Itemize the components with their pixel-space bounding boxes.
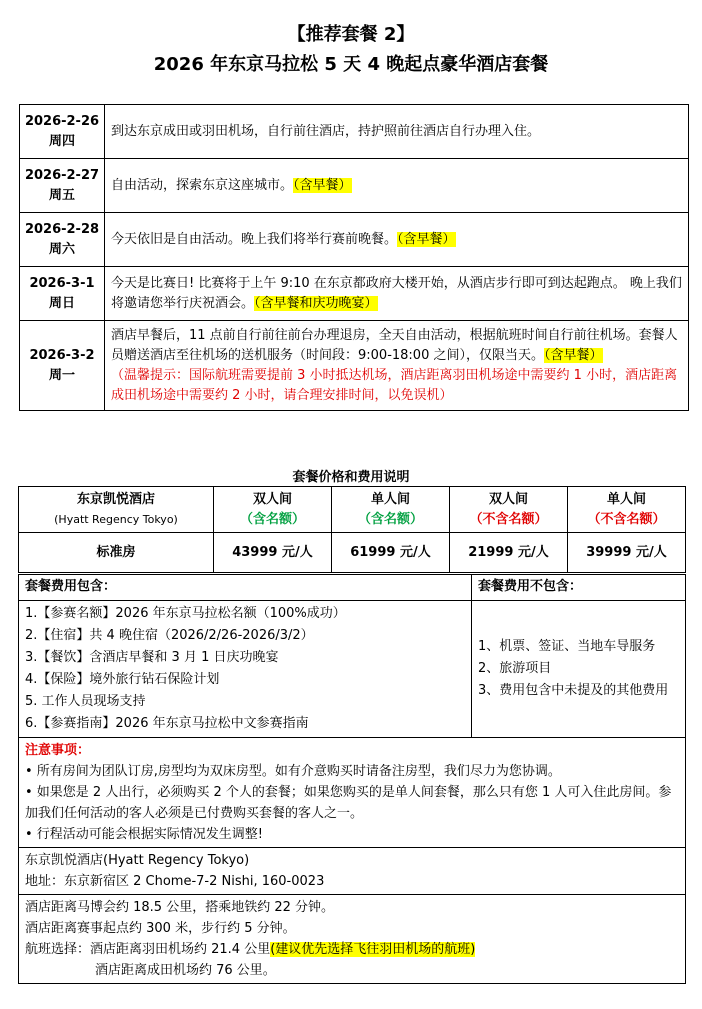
itinerary-row <box>20 105 689 159</box>
price-cell: 21999 元/人 <box>449 533 567 573</box>
notice-item: • 行程活动可能会根据实际情况发生调整! <box>25 827 264 842</box>
included-list <box>19 601 472 738</box>
hotel-info <box>19 848 686 895</box>
room-label: 双人间 <box>488 491 528 507</box>
hotel-line: 东京凯悦酒店(Hyatt Regency Tokyo) <box>25 853 250 868</box>
breakfast-highlight: （含早餐） <box>293 177 352 193</box>
quota-note: （含名额） <box>239 511 305 527</box>
itinerary-date: 2026-2-26 <box>24 113 100 129</box>
itinerary-desc: 今天是比赛日! 比赛将于上午 9:10 在东京都政府大楼开始，从酒店步行即可到达起跑点。 晚上我们将邀请您举行庆祝酒会。（含早餐和庆功晚宴） <box>105 267 689 321</box>
quota-note: （不含名额） <box>587 511 666 527</box>
price-row <box>19 533 686 573</box>
pricing-section-title: 套餐价格和费用说明 <box>292 470 410 485</box>
quota-note: （不含名额） <box>469 511 548 527</box>
itinerary-row <box>20 267 689 321</box>
flight-choice: 航班选择：酒店距离羽田机场约 21.4 公里(建议优先选择飞往羽田机场的航班) <box>25 942 476 957</box>
itinerary-weekday: 周五 <box>48 187 75 203</box>
hotel-name-en: (Hyatt Regency Tokyo) <box>54 512 178 526</box>
distance-start: 酒店距离赛事起点约 300 米，步行约 5 分钟。 <box>25 921 296 936</box>
price-cell: 39999 元/人 <box>567 533 685 573</box>
quota-note: （含名额） <box>357 511 423 527</box>
itinerary-desc: 到达东京成田或羽田机场，自行前往酒店，持护照前往酒店自行办理入住。 <box>105 105 689 159</box>
itinerary-weekday: 周一 <box>48 367 75 383</box>
itinerary-row <box>20 321 689 411</box>
itinerary-row <box>20 213 689 267</box>
room-label: 单人间 <box>606 491 646 507</box>
itinerary-weekday: 周六 <box>48 241 75 257</box>
notes-table <box>18 737 686 984</box>
hotel-address: 地址：东京新宿区 2 Chome-7-2 Nishi, 160-0023 <box>25 874 325 889</box>
distance-info <box>19 895 686 984</box>
notice-title: 注意事项： <box>25 743 91 758</box>
price-cell: 43999 元/人 <box>213 533 331 573</box>
list-item: 3、费用包含中未提及的其他费用 <box>478 683 669 698</box>
list-item: 3.【餐饮】含酒店早餐和 3 月 1 日庆功晚宴 <box>25 650 279 665</box>
list-item: 1、机票、签证、当地车导服务 <box>478 639 656 654</box>
excluded-title: 套餐费用不包含： <box>472 575 686 601</box>
room-label: 单人间 <box>370 491 410 507</box>
hotel-name: 东京凯悦酒店 <box>76 491 155 507</box>
fees-table <box>18 574 686 738</box>
price-header-row <box>19 487 686 533</box>
itinerary-desc: 今天依旧是自由活动。晚上我们将举行赛前晚餐。（含早餐） <box>105 213 689 267</box>
notice-item: • 所有房间为团队订房,房型均为双床房型。如有介意购买时请备注房型，我们尽力为您协调。 <box>25 764 561 779</box>
flight-highlight: (建议优先选择飞往羽田机场的航班) <box>270 942 476 957</box>
itinerary-table <box>19 104 689 411</box>
list-item: 2.【住宿】共 4 晚住宿（2026/2/26-2026/3/2） <box>25 628 314 643</box>
breakfast-highlight: （含早餐） <box>397 231 456 247</box>
itinerary-date: 2026-3-1 <box>29 275 95 291</box>
breakfast-highlight: （含早餐） <box>543 347 603 363</box>
itinerary-weekday: 周日 <box>48 295 75 311</box>
itinerary-date: 2026-3-2 <box>29 347 95 363</box>
itinerary-date: 2026-2-28 <box>24 221 100 237</box>
breakfast-highlight: （含早餐和庆功晚宴） <box>254 295 378 311</box>
itinerary-weekday: 周四 <box>48 133 75 149</box>
airport-warning: （温馨提示：国际航班需要提前 3 小时抵达机场，酒店距离羽田机场途中需要约 1 小时，酒店距离成田机场途中需要约 2 小时，请合理安排时间，以免误机） <box>111 367 678 403</box>
distance-expo: 酒店距离马博会约 18.5 公里，搭乘地铁约 22 分钟。 <box>25 900 335 915</box>
notice-section <box>19 738 686 848</box>
notice-item: • 如果您是 2 人出行，必须购买 2 个人的套餐；如果您购买的是单人间套餐，那么只有您 1 人可入住此房间。参加我们任何活动的客人必须是已付费购买套餐的客人之一。 <box>25 785 672 821</box>
room-type: 标准房 <box>19 533 214 573</box>
list-item: 1.【参赛名额】2026 年东京马拉松名额（100%成功） <box>25 606 346 621</box>
price-table <box>18 486 686 573</box>
list-item: 2、旅游项目 <box>478 661 552 676</box>
list-item: 6.【参赛指南】2026 年东京马拉松中文参赛指南 <box>25 716 309 731</box>
list-item: 4.【保险】境外旅行钻石保险计划 <box>25 672 220 687</box>
price-cell: 61999 元/人 <box>331 533 449 573</box>
included-title: 套餐费用包含： <box>19 575 472 601</box>
package-subtitle: 2026 年东京马拉松 5 天 4 晚起点豪华酒店套餐 <box>153 54 549 75</box>
list-item: 5. 工作人员现场支持 <box>25 694 146 709</box>
itinerary-row <box>20 159 689 213</box>
itinerary-date: 2026-2-27 <box>24 167 100 183</box>
excluded-list <box>472 601 686 738</box>
distance-narita: 酒店距离成田机场约 76 公里。 <box>95 963 276 978</box>
itinerary-desc: 酒店早餐后，11 点前自行前往前台办理退房，全天自由活动，根据航班时间自行前往机场。套餐人员赠送酒店至往机场的送机服务（时间段：9:00-18:00 之间），仅限当天。（含早餐） （温馨提示：国际航班需要提前 3 小时抵达机场，酒店距离羽田机场途中需要约 1 小时，酒店距离成田机场途中需要约 2 小时，请合理安排时间，以免误机） <box>105 321 689 411</box>
package-title: 【推荐套餐 2】 <box>287 24 415 45</box>
room-label: 双人间 <box>252 491 292 507</box>
itinerary-desc: 自由活动，探索东京这座城市。（含早餐） <box>105 159 689 213</box>
